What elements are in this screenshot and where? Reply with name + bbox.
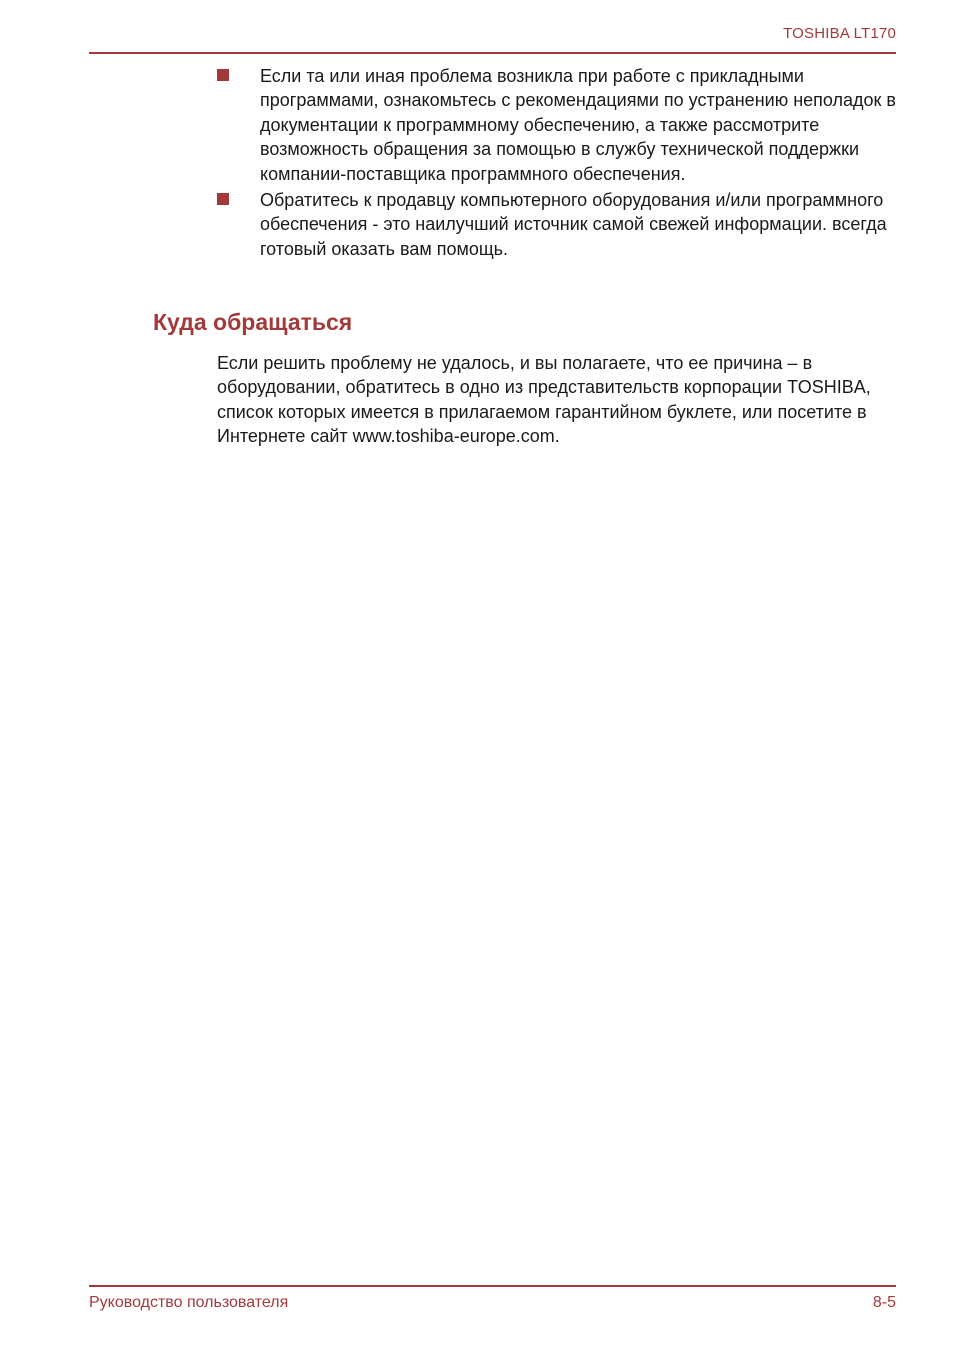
bullet-text: Если та или иная проблема возникла при работе с прикладными программами, ознакомьтесь с рекомендациями по устранению неполадок в документации к программному обеспечению, а также рассмотрите возможность обращения за помощью в службу технической поддержки компании-поставщика программного обеспечения.: [260, 66, 896, 184]
footer-divider: [89, 1285, 896, 1287]
header-divider: [89, 52, 896, 54]
list-item: [217, 64, 907, 186]
footer-page-number: 8-5: [872, 1294, 896, 1311]
footer-manual-name: Руководство пользователя: [89, 1294, 289, 1311]
header-title: TOSHIBA LT170: [783, 25, 896, 42]
bullet-text: Обратитесь к продавцу компьютерного оборудования и/или программного обеспечения - это наилучший источник самой свежей информации. всегда готовый оказать вам помощь.: [260, 190, 887, 259]
square-bullet-icon: [217, 193, 229, 205]
list-item: [217, 188, 907, 261]
square-bullet-icon: [217, 69, 229, 81]
section-paragraph: Если решить проблему не удалось, и вы полагаете, что ее причина – в оборудовании, обратитесь в одно из представительств корпорации TOSHIBA, список которых имеется в прилагаемом гарантийном буклете, или посетите в Интернете сайт www.toshiba-europe.com.: [217, 353, 871, 447]
bullet-list: [217, 64, 907, 263]
section-heading: Куда обращаться: [153, 309, 353, 335]
